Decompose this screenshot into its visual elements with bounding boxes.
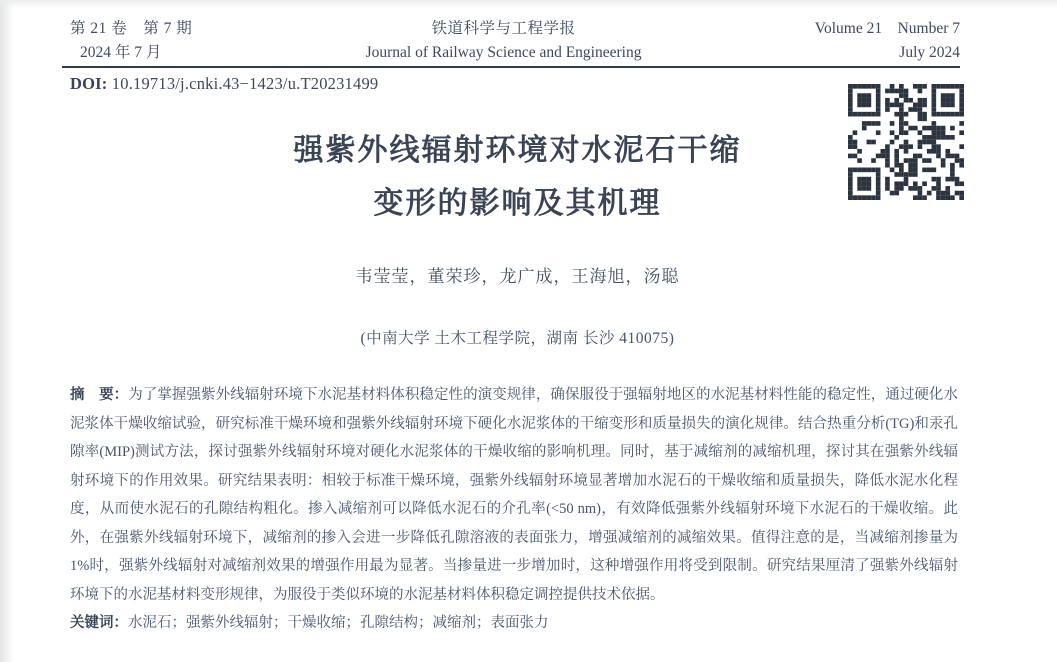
header-divider — [62, 66, 960, 68]
date-en: July 2024 — [899, 44, 960, 61]
scan-edge — [0, 0, 1057, 8]
journal-header — [70, 17, 960, 65]
journal-name — [192, 17, 815, 65]
doi-line — [70, 74, 378, 94]
volume-number-en: Volume 21 Number 7 — [814, 20, 960, 37]
affiliation-line: (中南大学 土木工程学院，湖南 长沙 410075) — [360, 330, 675, 347]
journal-name-en: Journal of Railway Science and Engineering — [365, 44, 642, 61]
paper-title-line2: 变形的影响及其机理 — [373, 187, 662, 220]
keywords-label: 关键词： — [70, 615, 128, 631]
date-cn: 2024 年 7 月 — [80, 44, 162, 61]
doi-label: DOI: — [70, 74, 108, 93]
abstract-text: 为了掌握强紫外线辐射环境下水泥基材料体积稳定性的演变规律，确保服役于强辐射地区的水泥基材料性能的稳定性，通过硬化水泥浆体干燥收缩试验，研究标准干燥环境和强紫外线辐射环境下硬化水泥浆体的干缩变形和质量损失的演化规律。结合热重分析(TG)和汞孔隙率(MIP)测试方法，探讨强紫外线辐射环境对硬化水泥浆体的干燥收缩的影响机理。同时，基于减缩剂的减缩机理，探讨其在强紫外线辐射环境下的作用效果。研究结果表明：相较于标准干燥环境，强紫外线辐射环境显著增加水泥石的干燥收缩和质量损失，降低水泥水化程度，从而使水泥石的孔隙结构粗化。掺入减缩剂可以降低水泥石的介孔率(<50 nm)，有效降低强紫外线辐射环境下水泥石的干燥收缩。此外，在强紫外线辐射环境下，减缩剂的掺入会进一步降低孔隙溶液的表面张力，增强减缩剂的减缩效果。值得注意的是，当减缩剂掺量为1%时，强紫外线辐射对减缩剂效果的增强作用最为显著。当掺量进一步增加时，这种增强作用将受到限制。研究结果厘清了强紫外线辐射环境下的水泥基材料变形规律，为服役于类似环境的水泥基材料体积稳定调控提供技术依据。 — [70, 387, 958, 603]
journal-name-cn: 铁道科学与工程学报 — [431, 20, 576, 37]
abstract-paragraph — [70, 381, 958, 609]
abstract-label: 摘 要： — [70, 387, 129, 403]
authors-line: 韦莹莹，董荣珍，龙广成，王海旭，汤聪 — [355, 267, 680, 286]
paper-title-line1: 强紫外线辐射环境对水泥石干缩 — [293, 134, 742, 167]
keywords-text: 水泥石；强紫外线辐射；干燥收缩；孔隙结构；减缩剂；表面张力 — [128, 615, 549, 631]
abstract-section — [70, 381, 958, 638]
keywords-line — [70, 609, 958, 638]
header-volume-info — [815, 17, 960, 65]
header-issue-info — [70, 17, 192, 65]
doi-value: 10.19713/j.cnki.43−1423/u.T20231499 — [111, 74, 379, 93]
paper-title — [0, 124, 1035, 230]
volume-issue-cn: 第 21 卷 第 7 期 — [70, 20, 193, 37]
